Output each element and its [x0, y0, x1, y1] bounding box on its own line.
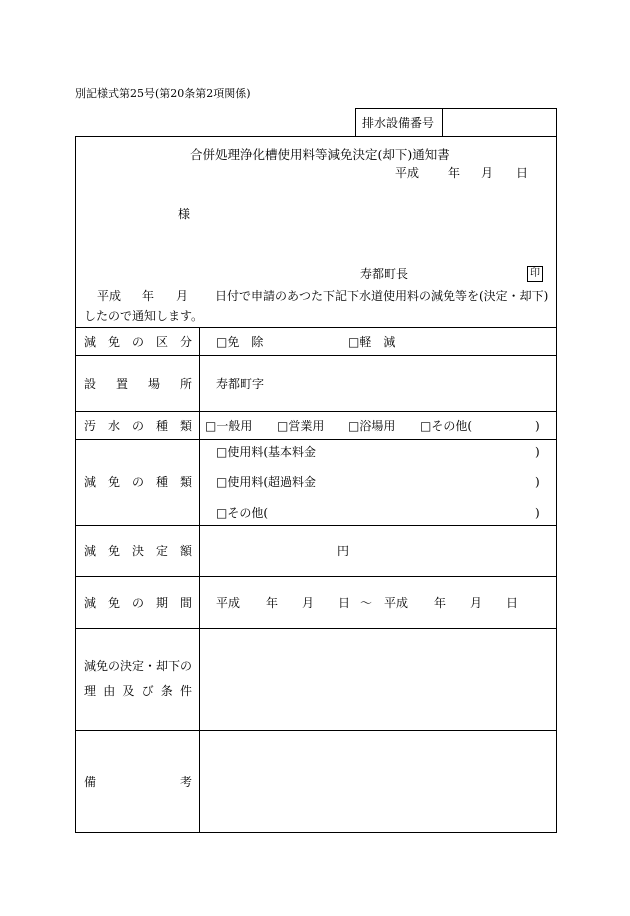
checkbox-reduction[interactable]: □軽 減 — [348, 335, 396, 349]
row-divider-5 — [75, 525, 557, 526]
frame-top — [75, 136, 557, 137]
drain-number-label: 排水設備番号 — [362, 116, 435, 130]
sewage-other-close: ) — [535, 419, 540, 433]
row-divider-8 — [75, 730, 557, 731]
addressee-suffix: 様 — [178, 207, 191, 221]
excess-fee-close: ) — [535, 475, 540, 489]
period-start-day: 日 — [338, 596, 351, 610]
label-installation-site: 設 置 場 所 — [84, 377, 192, 391]
label-decision-reason-line1: 減免の決定・却下の — [84, 659, 193, 673]
checkbox-excess-fee[interactable]: □使用料(超過料金 — [216, 475, 317, 489]
frame-bottom — [75, 832, 557, 833]
row-divider-7 — [75, 628, 557, 629]
period-end-year: 年 — [434, 596, 447, 610]
checkbox-sewage-other[interactable]: □その他( — [420, 419, 473, 433]
row-divider-1 — [75, 327, 557, 328]
date-day: 日 — [516, 166, 529, 180]
date-month: 月 — [481, 166, 494, 180]
label-reduction-category: 減 免 の 区 分 — [84, 335, 192, 349]
drain-box-left — [355, 108, 356, 136]
period-tilde: ～ — [360, 596, 373, 610]
frame-right — [556, 108, 557, 833]
period-start-era: 平成 — [216, 596, 241, 610]
checkbox-exemption[interactable]: □免 除 — [216, 335, 264, 349]
period-end-day: 日 — [506, 596, 519, 610]
checkbox-bath-use[interactable]: □浴場用 — [348, 419, 396, 433]
document-title: 合併処理浄化槽使用料等減免決定(却下)通知書 — [190, 147, 450, 162]
label-reduction-period: 減 免 の 期 間 — [84, 596, 192, 610]
issuer-name: 寿都町長 — [360, 267, 409, 281]
checkbox-basic-fee[interactable]: □使用料(基本料金 — [216, 445, 317, 459]
reduction-other-close: ) — [535, 506, 540, 520]
body-text-line2: したので通知します。 — [84, 309, 204, 323]
checkbox-general-use[interactable]: □一般用 — [205, 419, 253, 433]
checkbox-reduction-other[interactable]: □その他( — [216, 506, 269, 520]
label-remarks: 備 考 — [84, 775, 192, 789]
row-divider-2 — [75, 355, 557, 356]
checkbox-business-use[interactable]: □営業用 — [277, 419, 325, 433]
drain-box-divider — [442, 108, 443, 136]
basic-fee-close: ) — [535, 445, 540, 459]
seal-mark: 印 — [527, 266, 543, 282]
label-reduction-amount: 減 免 決 定 額 — [84, 544, 192, 558]
row-divider-3 — [75, 411, 557, 412]
date-era: 平成 — [395, 166, 420, 180]
body-era: 平成 — [97, 289, 122, 303]
label-decision-reason-line2: 理 由 及 び 条 件 — [84, 684, 192, 698]
date-year: 年 — [448, 166, 461, 180]
installation-site-value[interactable]: 寿都町字 — [216, 377, 265, 391]
row-divider-4 — [75, 439, 557, 440]
body-month: 月 — [176, 289, 189, 303]
body-text: 日付で申請のあつた下記下水道使用料の減免等を(決定・却下) — [215, 289, 549, 303]
period-start-month: 月 — [302, 596, 315, 610]
amount-unit-yen: 円 — [337, 544, 350, 558]
label-column-divider — [199, 327, 200, 832]
period-end-era: 平成 — [384, 596, 409, 610]
period-end-month: 月 — [470, 596, 483, 610]
drain-number-field[interactable] — [450, 117, 550, 131]
label-sewage-type: 汚 水 の 種 類 — [84, 419, 192, 433]
body-year: 年 — [142, 289, 155, 303]
row-divider-6 — [75, 576, 557, 577]
frame-left — [75, 136, 76, 833]
label-reduction-type: 減 免 の 種 類 — [84, 475, 192, 489]
drain-box-top — [355, 108, 557, 109]
form-reference: 別記様式第25号(第20条第2項関係) — [75, 87, 251, 100]
period-start-year: 年 — [266, 596, 279, 610]
